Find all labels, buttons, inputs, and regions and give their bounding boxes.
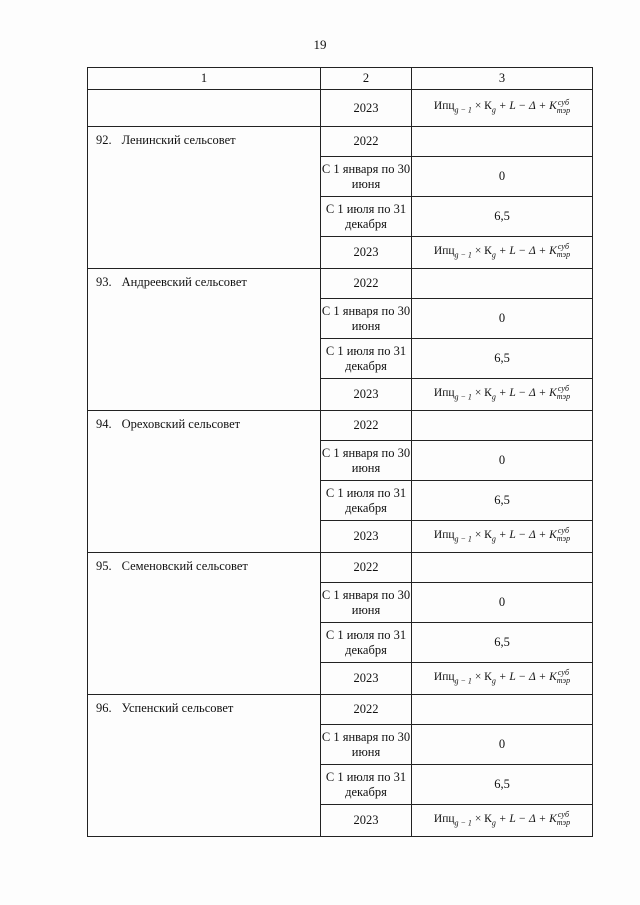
period-cell: С 1 января по 30 июня: [321, 725, 412, 765]
value-cell: 0: [412, 299, 593, 339]
settlement-number: 94.: [96, 417, 112, 431]
settlement-number: 92.: [96, 133, 112, 147]
header-col-3: 3: [412, 68, 593, 90]
value-cell: 6,5: [412, 339, 593, 379]
year-cell: 2023: [321, 90, 412, 127]
year-cell: 2022: [321, 127, 412, 157]
settlement-row: [88, 269, 593, 299]
formula-cell: [412, 237, 593, 269]
settlement-name: Успенский сельсовет: [121, 701, 234, 715]
year-cell: 2022: [321, 695, 412, 725]
value-cell: 6,5: [412, 481, 593, 521]
value-cell: 0: [412, 583, 593, 623]
year-cell: 2023: [321, 805, 412, 837]
formula: $Ипц_{g - 1} \times К_g + L - \Delta + K$ суб тэр: [433, 668, 571, 686]
period-cell: С 1 июля по 31 декабря: [321, 765, 412, 805]
settlement-name-cell: [88, 127, 321, 269]
value-cell: 0: [412, 157, 593, 197]
formula: $Ипц_{g - 1} \times К_g + L - \Delta + K$ суб тэр: [433, 97, 571, 115]
table-body: [88, 68, 593, 837]
page-number: 19: [313, 37, 327, 52]
period-cell: С 1 июля по 31 декабря: [321, 481, 412, 521]
header-col-2: 2: [321, 68, 412, 90]
period-cell: С 1 июля по 31 декабря: [321, 197, 412, 237]
tariff-table: [87, 67, 593, 837]
formula-cell: [412, 379, 593, 411]
settlement-name: Семеновский сельсовет: [121, 559, 248, 573]
settlement-name-cell: [88, 411, 321, 553]
period-cell: С 1 января по 30 июня: [321, 299, 412, 339]
empty-value-cell: [412, 553, 593, 583]
formula-cell: [412, 805, 593, 837]
year-cell: 2022: [321, 269, 412, 299]
period-cell: С 1 июля по 31 декабря: [321, 339, 412, 379]
formula-cell: [412, 663, 593, 695]
settlement-row: [88, 695, 593, 725]
value-cell: 6,5: [412, 623, 593, 663]
settlement-row: [88, 411, 593, 441]
header-col-1: 1: [88, 68, 321, 90]
formula: $Ипц_{g - 1} \times К_g + L - \Delta + K$ суб тэр: [433, 384, 571, 402]
settlement-name-cell: [88, 695, 321, 837]
settlement-name-cell: [88, 269, 321, 411]
formula-cell: [412, 90, 593, 127]
empty-value-cell: [412, 695, 593, 725]
year-cell: 2023: [321, 521, 412, 553]
value-cell: 0: [412, 725, 593, 765]
header-row: [88, 68, 593, 90]
period-cell: С 1 июля по 31 декабря: [321, 623, 412, 663]
period-cell: С 1 января по 30 июня: [321, 157, 412, 197]
year-cell: 2023: [321, 379, 412, 411]
empty-value-cell: [412, 127, 593, 157]
settlement-name: Ленинский сельсовет: [121, 133, 236, 147]
value-cell: 6,5: [412, 765, 593, 805]
settlement-number: 93.: [96, 275, 112, 289]
value-cell: 6,5: [412, 197, 593, 237]
year-cell: 2022: [321, 411, 412, 441]
empty-value-cell: [412, 269, 593, 299]
settlement-row: [88, 553, 593, 583]
settlement-name-cell: [88, 553, 321, 695]
year-cell: 2023: [321, 237, 412, 269]
formula: $Ипц_{g - 1} \times К_g + L - \Delta + K$ суб тэр: [433, 526, 571, 544]
settlement-row: [88, 127, 593, 157]
empty-value-cell: [412, 411, 593, 441]
value-cell: 0: [412, 441, 593, 481]
continuation-empty-cell: [88, 90, 321, 127]
settlement-name: Ореховский сельсовет: [121, 417, 241, 431]
year-cell: 2023: [321, 663, 412, 695]
formula: $Ипц_{g - 1} \times К_g + L - \Delta + K$ суб тэр: [433, 810, 571, 828]
settlement-number: 95.: [96, 559, 112, 573]
continuation-row: [88, 90, 593, 127]
formula-cell: [412, 521, 593, 553]
period-cell: С 1 января по 30 июня: [321, 583, 412, 623]
period-cell: С 1 января по 30 июня: [321, 441, 412, 481]
settlement-name: Андреевский сельсовет: [121, 275, 247, 289]
settlement-number: 96.: [96, 701, 112, 715]
year-cell: 2022: [321, 553, 412, 583]
formula: $Ипц_{g - 1} \times К_g + L - \Delta + K$ суб тэр: [433, 242, 571, 260]
